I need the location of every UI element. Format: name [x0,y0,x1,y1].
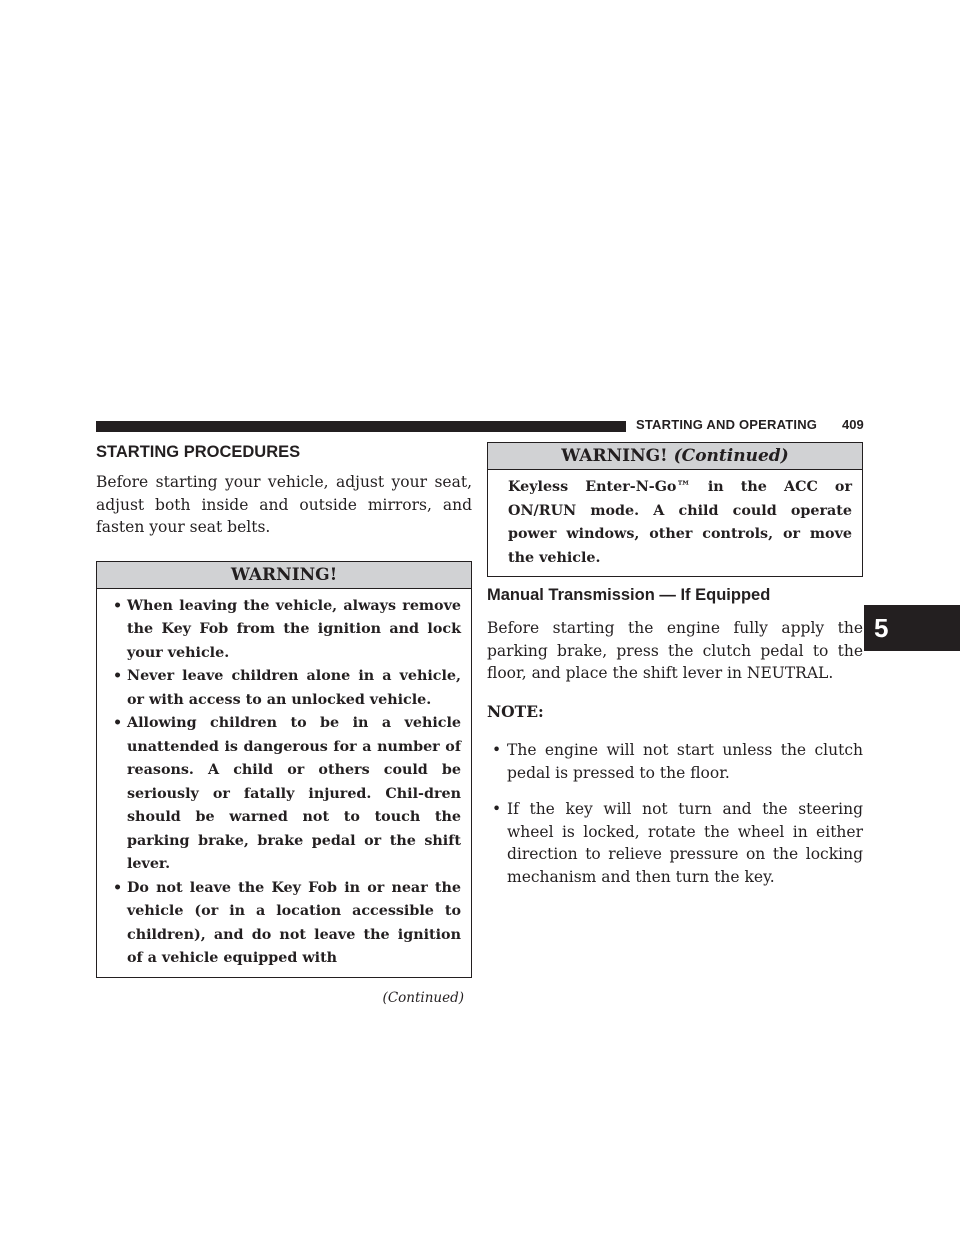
bullet-icon: • [113,879,123,896]
section-heading-starting-procedures: STARTING PROCEDURES [96,443,301,461]
warning-item: • Never leave children alone in a vehicle, or with access to an unlocked vehicle. [107,665,461,712]
manual-intro-paragraph: Before starting the engine fully apply the parking brake, press the clutch pedal to the floor, and place the shift lever in NEUTRAL. [487,619,863,682]
note-list [487,739,863,888]
warning-title: WARNING! [230,564,338,585]
section-heading-manual-transmission: Manual Transmission — If Equipped [487,586,771,604]
intro-paragraph: Before starting your vehicle, adjust your seat, adjust both inside and outside mirrors, and fasten your seat belts. [96,473,472,536]
running-header-title: STARTING AND OPERATING [636,417,818,432]
bullet-icon: • [492,800,502,818]
warning-continued-body [488,470,862,576]
right-column [487,442,863,902]
bullet-icon: • [113,668,123,684]
warning-box [96,561,472,978]
left-column [96,442,472,1006]
continued-label: (Continued) [382,989,464,1006]
warning-item: • When leaving the vehicle, always remove the Key Fob from the ignition and lock your vehicle. [107,595,461,666]
warning-continued-tag: (Continued) [673,446,789,466]
bullet-icon: • [492,741,502,759]
warning-continued-header [488,443,862,470]
note-item: • The engine will not start unless the clutch pedal is pressed to the floor. [492,741,863,782]
warning-item: • Allowing children to be in a vehicle unattended is dangerous for a number of reasons. A child or others could be seriously or fatally injured. Chil-dren should be warned not to touch the parking brake, brake pedal or the shift lever. [107,712,461,877]
page-number: 409 [842,417,864,432]
bullet-icon: • [113,715,123,731]
warning-item: • Do not leave the Key Fob in or near the vehicle (or in a location accessible to children), and do not leave the ignition of a vehicle equipped with [107,877,461,971]
warning-header [97,562,471,589]
warning-continued-text: Keyless Enter-N-Go™ in the ACC or ON/RUN mode. A child could operate power windows, other controls, or move the vehicle. [508,479,852,566]
warning-continued-box [487,442,863,577]
warning-list [107,595,461,971]
chapter-tab: 5 [864,605,960,651]
header-rule [96,421,626,432]
note-item: • If the key will not turn and the steering wheel is locked, rotate the wheel in either direction to relieve pressure on the locking mechanism and then turn the key. [492,800,863,886]
note-label: NOTE: [487,701,544,721]
warning-title: WARNING! [561,446,668,466]
warning-body [97,589,471,977]
bullet-icon: • [113,597,123,614]
